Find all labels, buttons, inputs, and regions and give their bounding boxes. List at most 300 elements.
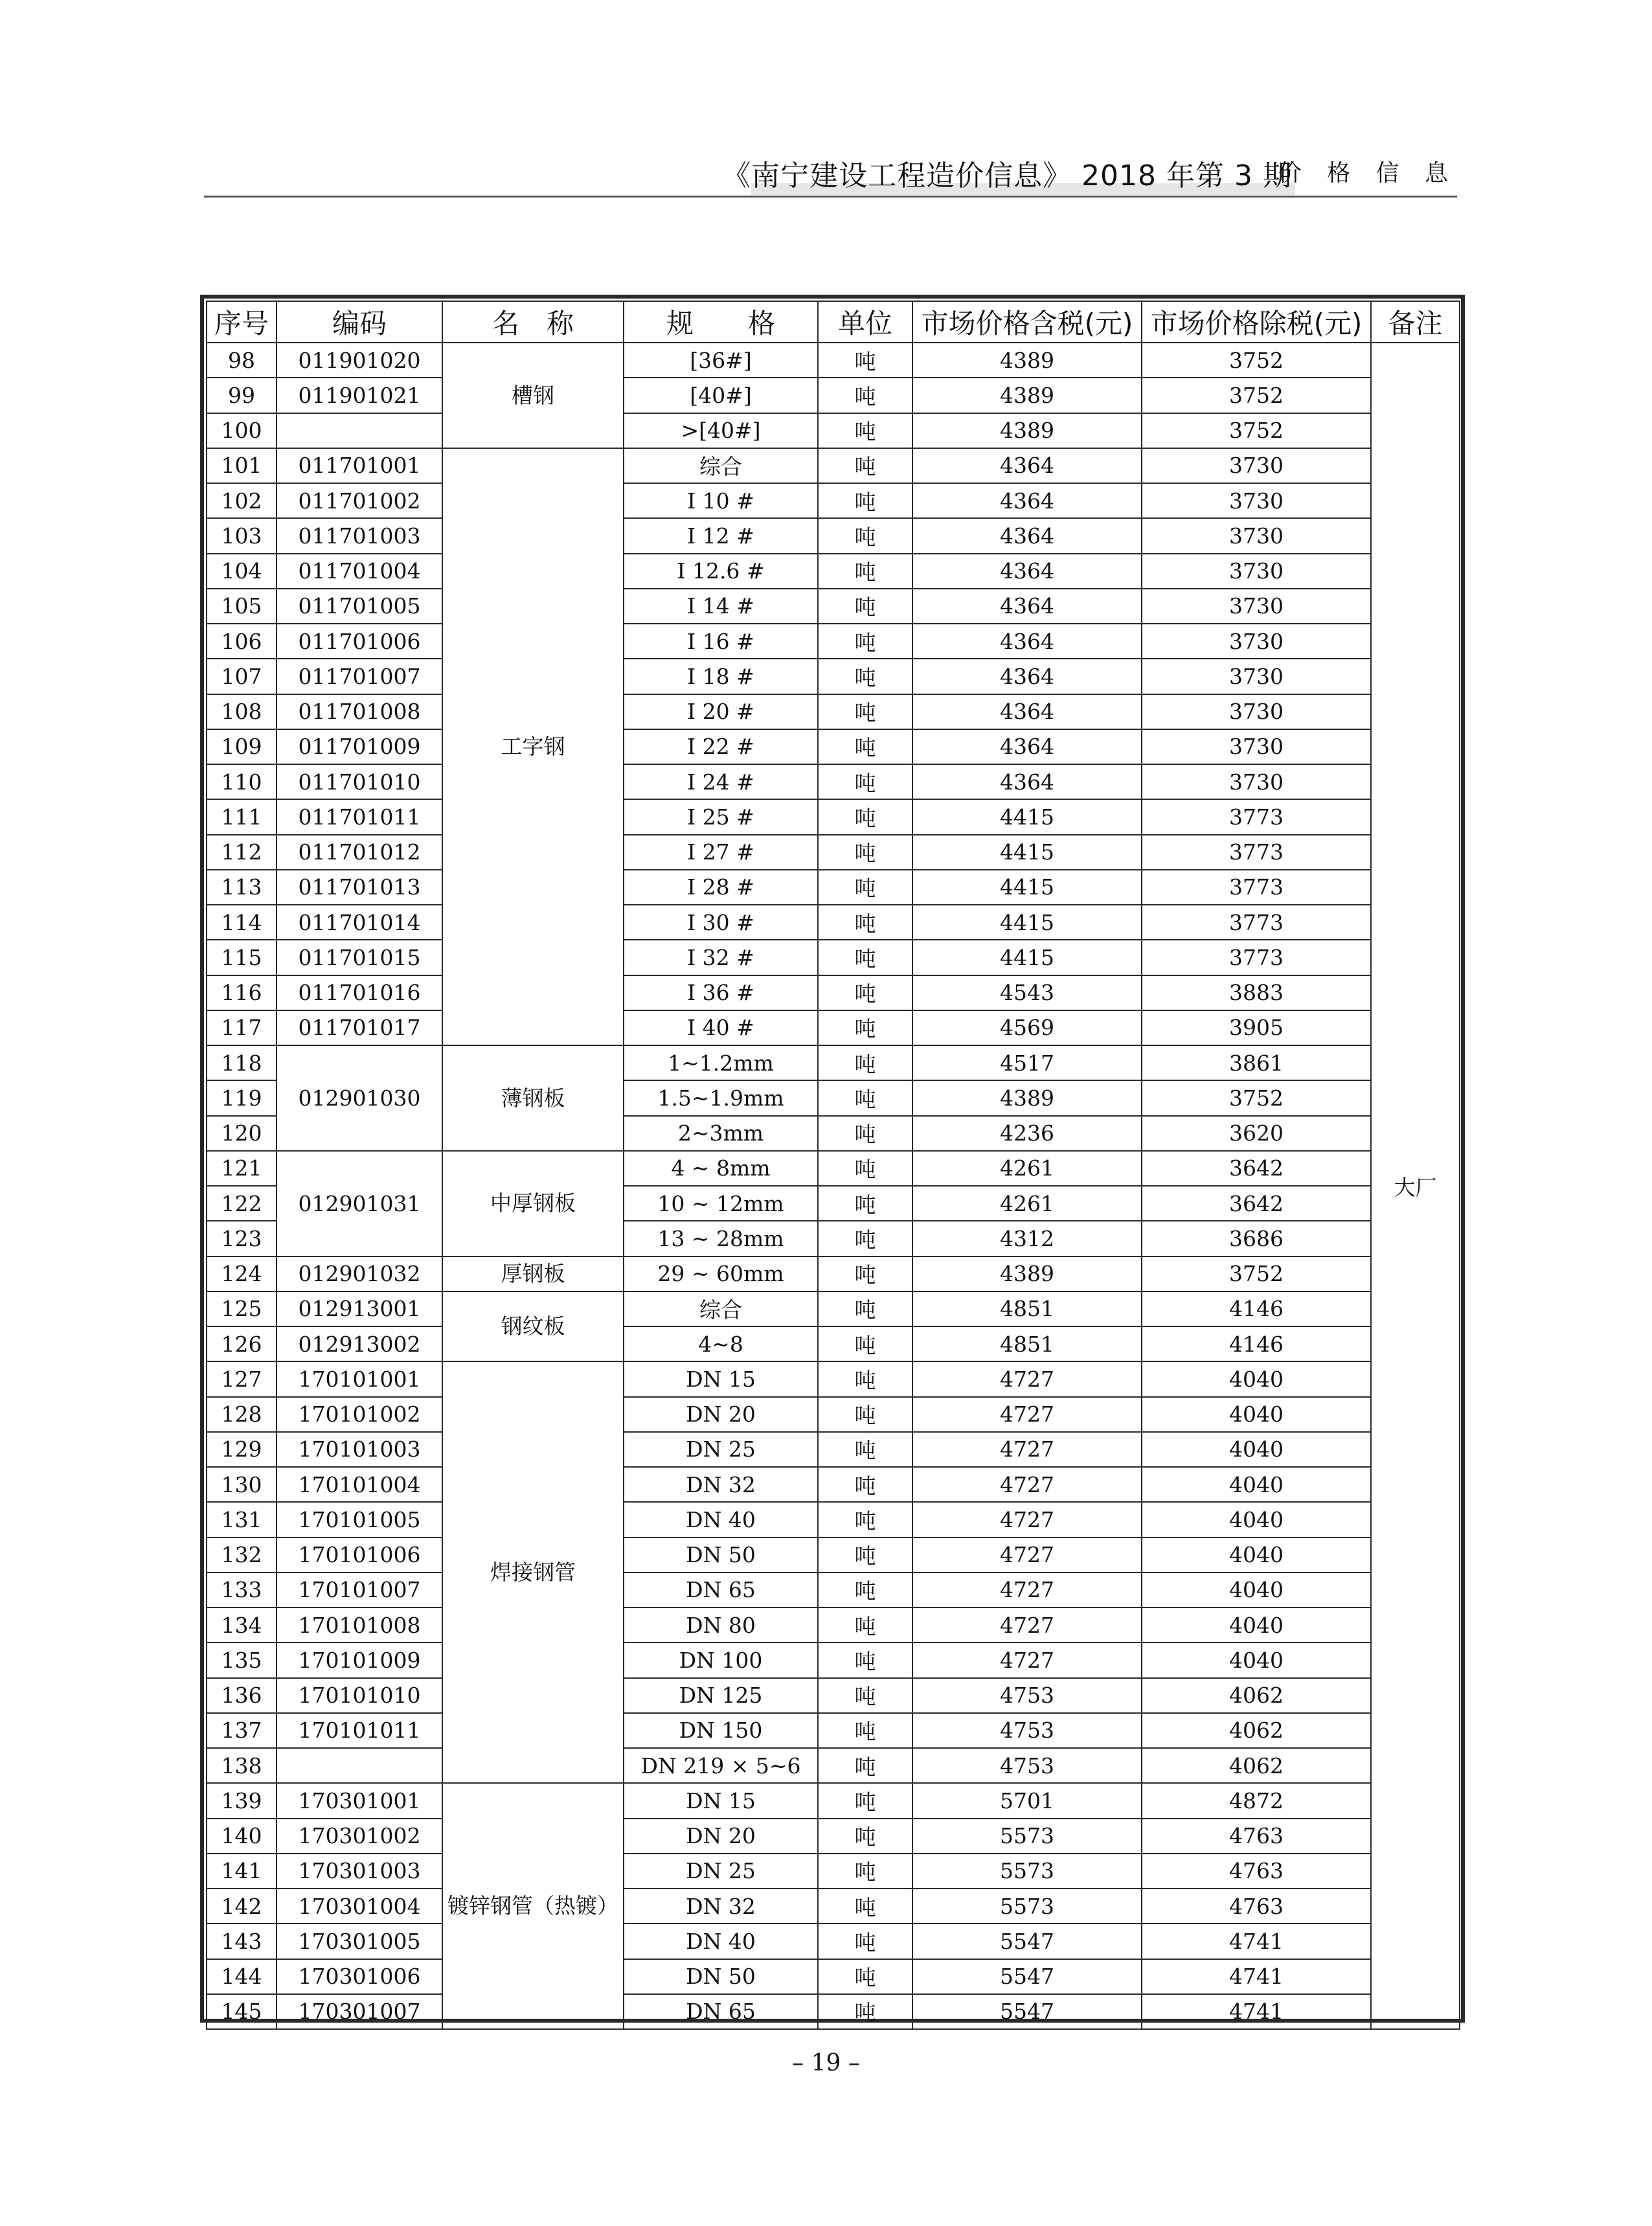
row-number: 106 bbox=[207, 624, 277, 659]
table-row bbox=[207, 905, 1460, 940]
item-name: 厚钢板 bbox=[442, 1256, 624, 1291]
row-number: 101 bbox=[207, 448, 277, 483]
item-name: 薄钢板 bbox=[442, 1045, 624, 1151]
table-row bbox=[207, 870, 1460, 905]
price-with-tax: 4517 bbox=[912, 1045, 1142, 1080]
item-spec: 2~3mm bbox=[624, 1116, 818, 1151]
row-number: 143 bbox=[207, 1924, 277, 1959]
price-without-tax: 3861 bbox=[1142, 1045, 1371, 1080]
price-with-tax: 4364 bbox=[912, 694, 1142, 729]
table-row bbox=[207, 1467, 1460, 1502]
item-code: 011901021 bbox=[277, 378, 442, 413]
item-spec: I 36 # bbox=[624, 975, 818, 1010]
row-number: 117 bbox=[207, 1010, 277, 1045]
item-unit: 吨 bbox=[818, 1538, 912, 1573]
price-without-tax: 4040 bbox=[1142, 1502, 1371, 1537]
price-with-tax: 4389 bbox=[912, 343, 1142, 378]
item-code: 170301007 bbox=[277, 1994, 442, 2029]
item-spec: 综合 bbox=[624, 1291, 818, 1326]
price-without-tax: 4040 bbox=[1142, 1467, 1371, 1502]
price-with-tax: 4364 bbox=[912, 448, 1142, 483]
item-code: 011701004 bbox=[277, 554, 442, 589]
item-code: 170101008 bbox=[277, 1607, 442, 1642]
price-without-tax: 4062 bbox=[1142, 1678, 1371, 1713]
price-without-tax: 3730 bbox=[1142, 554, 1371, 589]
table-header-row bbox=[207, 301, 1460, 343]
price-with-tax: 4753 bbox=[912, 1678, 1142, 1713]
table-row bbox=[207, 1502, 1460, 1537]
price-with-tax: 4364 bbox=[912, 624, 1142, 659]
price-with-tax: 5573 bbox=[912, 1889, 1142, 1924]
price-with-tax: 4389 bbox=[912, 1256, 1142, 1291]
table-row bbox=[207, 1607, 1460, 1642]
item-code: 012901031 bbox=[277, 1151, 442, 1256]
price-without-tax: 3620 bbox=[1142, 1116, 1371, 1151]
item-code: 170301001 bbox=[277, 1783, 442, 1818]
item-spec: DN 20 bbox=[624, 1819, 818, 1854]
row-number: 115 bbox=[207, 940, 277, 975]
item-unit: 吨 bbox=[818, 1116, 912, 1151]
item-spec: I 12 # bbox=[624, 518, 818, 553]
item-unit: 吨 bbox=[818, 659, 912, 694]
item-unit: 吨 bbox=[818, 1819, 912, 1854]
item-unit: 吨 bbox=[818, 624, 912, 659]
table-row bbox=[207, 589, 1460, 624]
item-unit: 吨 bbox=[818, 1573, 912, 1607]
price-with-tax: 4415 bbox=[912, 835, 1142, 870]
table-row bbox=[207, 1642, 1460, 1677]
item-spec: I 12.6 # bbox=[624, 554, 818, 589]
table-row bbox=[207, 729, 1460, 764]
row-number: 108 bbox=[207, 694, 277, 729]
row-number: 139 bbox=[207, 1783, 277, 1818]
item-spec: DN 150 bbox=[624, 1713, 818, 1748]
price-with-tax: 4415 bbox=[912, 799, 1142, 834]
item-unit: 吨 bbox=[818, 378, 912, 413]
item-code: 012913002 bbox=[277, 1326, 442, 1361]
price-with-tax: 5547 bbox=[912, 1994, 1142, 2029]
item-name: 焊接钢管 bbox=[442, 1361, 624, 1783]
row-number: 104 bbox=[207, 554, 277, 589]
item-spec: I 14 # bbox=[624, 589, 818, 624]
row-number: 131 bbox=[207, 1502, 277, 1537]
item-code: 170101004 bbox=[277, 1467, 442, 1502]
table-row bbox=[207, 1361, 1460, 1396]
table-row bbox=[207, 764, 1460, 799]
item-spec: DN 40 bbox=[624, 1924, 818, 1959]
item-unit: 吨 bbox=[818, 1326, 912, 1361]
item-spec: I 28 # bbox=[624, 870, 818, 905]
page-header bbox=[204, 146, 1457, 198]
price-without-tax: 3773 bbox=[1142, 870, 1371, 905]
row-number: 136 bbox=[207, 1678, 277, 1713]
item-unit: 吨 bbox=[818, 975, 912, 1010]
item-spec: 13 ~ 28mm bbox=[624, 1221, 818, 1256]
price-with-tax: 4727 bbox=[912, 1607, 1142, 1642]
row-number: 137 bbox=[207, 1713, 277, 1748]
price-without-tax: 4040 bbox=[1142, 1642, 1371, 1677]
item-spec: I 10 # bbox=[624, 483, 818, 518]
item-code: 011701008 bbox=[277, 694, 442, 729]
table-row bbox=[207, 483, 1460, 518]
price-with-tax: 4727 bbox=[912, 1467, 1142, 1502]
item-spec: DN 20 bbox=[624, 1397, 818, 1432]
price-without-tax: 3730 bbox=[1142, 729, 1371, 764]
item-spec: DN 219 × 5~6 bbox=[624, 1748, 818, 1783]
item-unit: 吨 bbox=[818, 1924, 912, 1959]
price-without-tax: 4146 bbox=[1142, 1291, 1371, 1326]
column-header-price-with-tax: 市场价格含税(元) bbox=[912, 301, 1142, 343]
column-header-number: 序号 bbox=[207, 301, 277, 343]
item-spec: 10 ~ 12mm bbox=[624, 1186, 818, 1221]
item-code: 012913001 bbox=[277, 1291, 442, 1326]
price-without-tax: 4741 bbox=[1142, 1994, 1371, 2029]
price-with-tax: 5573 bbox=[912, 1854, 1142, 1889]
table-row bbox=[207, 1678, 1460, 1713]
item-code: 011701012 bbox=[277, 835, 442, 870]
item-code: 011701017 bbox=[277, 1010, 442, 1045]
price-without-tax: 4040 bbox=[1142, 1573, 1371, 1607]
item-spec: 4~8 bbox=[624, 1326, 818, 1361]
item-spec: DN 80 bbox=[624, 1607, 818, 1642]
item-unit: 吨 bbox=[818, 905, 912, 940]
table-row bbox=[207, 1748, 1460, 1783]
price-without-tax: 3773 bbox=[1142, 799, 1371, 834]
price-without-tax: 3752 bbox=[1142, 378, 1371, 413]
price-without-tax: 3905 bbox=[1142, 1010, 1371, 1045]
item-spec: DN 100 bbox=[624, 1642, 818, 1677]
row-number: 144 bbox=[207, 1959, 277, 1994]
item-code: 011901020 bbox=[277, 343, 442, 378]
row-number: 112 bbox=[207, 835, 277, 870]
price-with-tax: 4543 bbox=[912, 975, 1142, 1010]
price-without-tax: 4872 bbox=[1142, 1783, 1371, 1818]
price-with-tax: 4569 bbox=[912, 1010, 1142, 1045]
item-name: 钢纹板 bbox=[442, 1291, 624, 1362]
row-number: 111 bbox=[207, 799, 277, 834]
row-number: 126 bbox=[207, 1326, 277, 1361]
item-unit: 吨 bbox=[818, 1186, 912, 1221]
item-code: 011701014 bbox=[277, 905, 442, 940]
price-with-tax: 4364 bbox=[912, 764, 1142, 799]
table-row bbox=[207, 1819, 1460, 1854]
price-without-tax: 3642 bbox=[1142, 1151, 1371, 1186]
price-with-tax: 5701 bbox=[912, 1783, 1142, 1818]
row-number: 100 bbox=[207, 413, 277, 448]
item-unit: 吨 bbox=[818, 1678, 912, 1713]
item-code: 011701001 bbox=[277, 448, 442, 483]
price-with-tax: 4389 bbox=[912, 378, 1142, 413]
table-row bbox=[207, 1573, 1460, 1607]
row-number: 114 bbox=[207, 905, 277, 940]
price-without-tax: 3752 bbox=[1142, 343, 1371, 378]
row-number: 107 bbox=[207, 659, 277, 694]
table-row bbox=[207, 975, 1460, 1010]
remark-cell: 大厂 bbox=[1371, 343, 1460, 2029]
section-label: 价 格 信 息 bbox=[1278, 160, 1457, 187]
column-header-price-without-tax: 市场价格除税(元) bbox=[1142, 301, 1371, 343]
table-row bbox=[207, 1045, 1460, 1080]
item-spec: I 30 # bbox=[624, 905, 818, 940]
item-spec: I 22 # bbox=[624, 729, 818, 764]
item-spec: [40#] bbox=[624, 378, 818, 413]
row-number: 129 bbox=[207, 1432, 277, 1467]
item-code: 170101009 bbox=[277, 1642, 442, 1677]
item-code: 170301006 bbox=[277, 1959, 442, 1994]
page-number: – 19 – bbox=[792, 2050, 860, 2076]
item-code: 170301003 bbox=[277, 1854, 442, 1889]
price-with-tax: 4312 bbox=[912, 1221, 1142, 1256]
column-header-name: 名 称 bbox=[442, 301, 624, 343]
row-number: 141 bbox=[207, 1854, 277, 1889]
price-with-tax: 4727 bbox=[912, 1502, 1142, 1537]
item-unit: 吨 bbox=[818, 1783, 912, 1818]
price-without-tax: 3730 bbox=[1142, 518, 1371, 553]
table-row bbox=[207, 1994, 1460, 2029]
table-row bbox=[207, 694, 1460, 729]
row-number: 140 bbox=[207, 1819, 277, 1854]
price-without-tax: 3752 bbox=[1142, 1080, 1371, 1115]
price-with-tax: 4727 bbox=[912, 1642, 1142, 1677]
row-number: 125 bbox=[207, 1291, 277, 1326]
price-without-tax: 4741 bbox=[1142, 1924, 1371, 1959]
table-row bbox=[207, 1291, 1460, 1326]
item-unit: 吨 bbox=[818, 413, 912, 448]
row-number: 121 bbox=[207, 1151, 277, 1186]
item-code: 012901030 bbox=[277, 1045, 442, 1151]
row-number: 138 bbox=[207, 1748, 277, 1783]
price-with-tax: 4261 bbox=[912, 1151, 1142, 1186]
row-number: 109 bbox=[207, 729, 277, 764]
item-code: 170301002 bbox=[277, 1819, 442, 1854]
item-unit: 吨 bbox=[818, 1854, 912, 1889]
price-with-tax: 4236 bbox=[912, 1116, 1142, 1151]
item-unit: 吨 bbox=[818, 1291, 912, 1326]
item-code: 011701005 bbox=[277, 589, 442, 624]
item-unit: 吨 bbox=[818, 1045, 912, 1080]
row-number: 142 bbox=[207, 1889, 277, 1924]
item-code: 170101003 bbox=[277, 1432, 442, 1467]
item-code bbox=[277, 1748, 442, 1783]
price-with-tax: 4727 bbox=[912, 1432, 1142, 1467]
item-spec: 29 ~ 60mm bbox=[624, 1256, 818, 1291]
item-code: 011701009 bbox=[277, 729, 442, 764]
table-row bbox=[207, 1432, 1460, 1467]
row-number: 102 bbox=[207, 483, 277, 518]
row-number: 134 bbox=[207, 1607, 277, 1642]
price-without-tax: 3730 bbox=[1142, 624, 1371, 659]
item-spec: DN 25 bbox=[624, 1854, 818, 1889]
item-spec: I 40 # bbox=[624, 1010, 818, 1045]
price-without-tax: 4062 bbox=[1142, 1713, 1371, 1748]
price-with-tax: 4727 bbox=[912, 1361, 1142, 1396]
table-row bbox=[207, 1010, 1460, 1045]
row-number: 120 bbox=[207, 1116, 277, 1151]
item-unit: 吨 bbox=[818, 518, 912, 553]
row-number: 127 bbox=[207, 1361, 277, 1396]
item-unit: 吨 bbox=[818, 729, 912, 764]
row-number: 123 bbox=[207, 1221, 277, 1256]
row-number: 119 bbox=[207, 1080, 277, 1115]
table-row bbox=[207, 1256, 1460, 1291]
price-with-tax: 5573 bbox=[912, 1819, 1142, 1854]
item-spec: DN 15 bbox=[624, 1783, 818, 1818]
item-spec: I 24 # bbox=[624, 764, 818, 799]
row-number: 124 bbox=[207, 1256, 277, 1291]
item-unit: 吨 bbox=[818, 1889, 912, 1924]
item-unit: 吨 bbox=[818, 835, 912, 870]
item-unit: 吨 bbox=[818, 1432, 912, 1467]
publication-title: 《南宁建设工程造价信息》 2018 年第 3 期 bbox=[722, 159, 1292, 192]
price-with-tax: 4727 bbox=[912, 1573, 1142, 1607]
item-name: 槽钢 bbox=[442, 343, 624, 448]
row-number: 128 bbox=[207, 1397, 277, 1432]
item-spec: 4 ~ 8mm bbox=[624, 1151, 818, 1186]
item-unit: 吨 bbox=[818, 1994, 912, 2029]
header-divider bbox=[204, 196, 1457, 198]
table-row bbox=[207, 799, 1460, 834]
column-header-code: 编码 bbox=[277, 301, 442, 343]
price-without-tax: 4040 bbox=[1142, 1432, 1371, 1467]
item-spec: DN 15 bbox=[624, 1361, 818, 1396]
price-with-tax: 4364 bbox=[912, 483, 1142, 518]
item-spec: [36#] bbox=[624, 343, 818, 378]
item-name: 中厚钢板 bbox=[442, 1151, 624, 1256]
price-with-tax: 5547 bbox=[912, 1924, 1142, 1959]
item-spec: 综合 bbox=[624, 448, 818, 483]
item-code: 170101010 bbox=[277, 1678, 442, 1713]
column-header-remark: 备注 bbox=[1371, 301, 1460, 343]
item-code: 011701003 bbox=[277, 518, 442, 553]
item-code: 012901032 bbox=[277, 1256, 442, 1291]
item-code: 170101005 bbox=[277, 1502, 442, 1537]
table-row bbox=[207, 1854, 1460, 1889]
row-number: 105 bbox=[207, 589, 277, 624]
table-row bbox=[207, 1151, 1460, 1186]
item-code: 170101002 bbox=[277, 1397, 442, 1432]
item-code bbox=[277, 413, 442, 448]
price-with-tax: 4389 bbox=[912, 413, 1142, 448]
price-with-tax: 4364 bbox=[912, 729, 1142, 764]
item-code: 170101006 bbox=[277, 1538, 442, 1573]
item-code: 170101001 bbox=[277, 1361, 442, 1396]
price-with-tax: 4364 bbox=[912, 554, 1142, 589]
item-unit: 吨 bbox=[818, 1713, 912, 1748]
row-number: 113 bbox=[207, 870, 277, 905]
row-number: 130 bbox=[207, 1467, 277, 1502]
item-unit: 吨 bbox=[818, 1748, 912, 1783]
item-unit: 吨 bbox=[818, 554, 912, 589]
row-number: 135 bbox=[207, 1642, 277, 1677]
item-unit: 吨 bbox=[818, 1502, 912, 1537]
item-spec: DN 40 bbox=[624, 1502, 818, 1537]
price-with-tax: 4851 bbox=[912, 1291, 1142, 1326]
row-number: 122 bbox=[207, 1186, 277, 1221]
price-with-tax: 4851 bbox=[912, 1326, 1142, 1361]
price-with-tax: 5547 bbox=[912, 1959, 1142, 1994]
item-code: 011701006 bbox=[277, 624, 442, 659]
price-without-tax: 3773 bbox=[1142, 940, 1371, 975]
price-without-tax: 3883 bbox=[1142, 975, 1371, 1010]
item-unit: 吨 bbox=[818, 589, 912, 624]
table-row bbox=[207, 518, 1460, 553]
item-spec: I 27 # bbox=[624, 835, 818, 870]
column-header-spec: 规 格 bbox=[624, 301, 818, 343]
table-row bbox=[207, 1397, 1460, 1432]
table-row bbox=[207, 413, 1460, 448]
item-unit: 吨 bbox=[818, 1959, 912, 1994]
item-spec: I 16 # bbox=[624, 624, 818, 659]
item-unit: 吨 bbox=[818, 1010, 912, 1045]
item-spec: DN 25 bbox=[624, 1432, 818, 1467]
item-code: 011701007 bbox=[277, 659, 442, 694]
item-spec: DN 50 bbox=[624, 1538, 818, 1573]
item-code: 011701013 bbox=[277, 870, 442, 905]
price-with-tax: 4364 bbox=[912, 589, 1142, 624]
item-unit: 吨 bbox=[818, 1151, 912, 1186]
price-without-tax: 3773 bbox=[1142, 905, 1371, 940]
price-without-tax: 3773 bbox=[1142, 835, 1371, 870]
table-row bbox=[207, 448, 1460, 483]
item-unit: 吨 bbox=[818, 940, 912, 975]
item-unit: 吨 bbox=[818, 1607, 912, 1642]
table-row bbox=[207, 1889, 1460, 1924]
row-number: 99 bbox=[207, 378, 277, 413]
item-unit: 吨 bbox=[818, 1642, 912, 1677]
price-without-tax: 3752 bbox=[1142, 1256, 1371, 1291]
item-unit: 吨 bbox=[818, 1256, 912, 1291]
item-code: 011701016 bbox=[277, 975, 442, 1010]
item-unit: 吨 bbox=[818, 799, 912, 834]
item-spec: I 18 # bbox=[624, 659, 818, 694]
price-with-tax: 4364 bbox=[912, 659, 1142, 694]
column-header-unit: 单位 bbox=[818, 301, 912, 343]
item-unit: 吨 bbox=[818, 343, 912, 378]
row-number: 110 bbox=[207, 764, 277, 799]
price-without-tax: 4040 bbox=[1142, 1361, 1371, 1396]
item-unit: 吨 bbox=[818, 1221, 912, 1256]
item-unit: 吨 bbox=[818, 1467, 912, 1502]
price-without-tax: 3752 bbox=[1142, 413, 1371, 448]
item-name: 工字钢 bbox=[442, 448, 624, 1045]
item-unit: 吨 bbox=[818, 870, 912, 905]
item-unit: 吨 bbox=[818, 448, 912, 483]
price-with-tax: 4261 bbox=[912, 1186, 1142, 1221]
price-without-tax: 3730 bbox=[1142, 483, 1371, 518]
item-code: 011701015 bbox=[277, 940, 442, 975]
item-spec: DN 50 bbox=[624, 1959, 818, 1994]
item-unit: 吨 bbox=[818, 694, 912, 729]
price-without-tax: 4040 bbox=[1142, 1538, 1371, 1573]
price-without-tax: 3642 bbox=[1142, 1186, 1371, 1221]
row-number: 145 bbox=[207, 1994, 277, 2029]
item-code: 170101007 bbox=[277, 1573, 442, 1607]
item-spec: 1~1.2mm bbox=[624, 1045, 818, 1080]
item-unit: 吨 bbox=[818, 764, 912, 799]
item-spec: I 25 # bbox=[624, 799, 818, 834]
item-code: 011701010 bbox=[277, 764, 442, 799]
price-without-tax: 3730 bbox=[1142, 448, 1371, 483]
table-row bbox=[207, 624, 1460, 659]
price-with-tax: 4753 bbox=[912, 1748, 1142, 1783]
price-without-tax: 3730 bbox=[1142, 764, 1371, 799]
price-with-tax: 4415 bbox=[912, 905, 1142, 940]
price-without-tax: 4040 bbox=[1142, 1607, 1371, 1642]
item-spec: DN 65 bbox=[624, 1994, 818, 2029]
item-unit: 吨 bbox=[818, 1397, 912, 1432]
row-number: 116 bbox=[207, 975, 277, 1010]
price-without-tax: 4146 bbox=[1142, 1326, 1371, 1361]
